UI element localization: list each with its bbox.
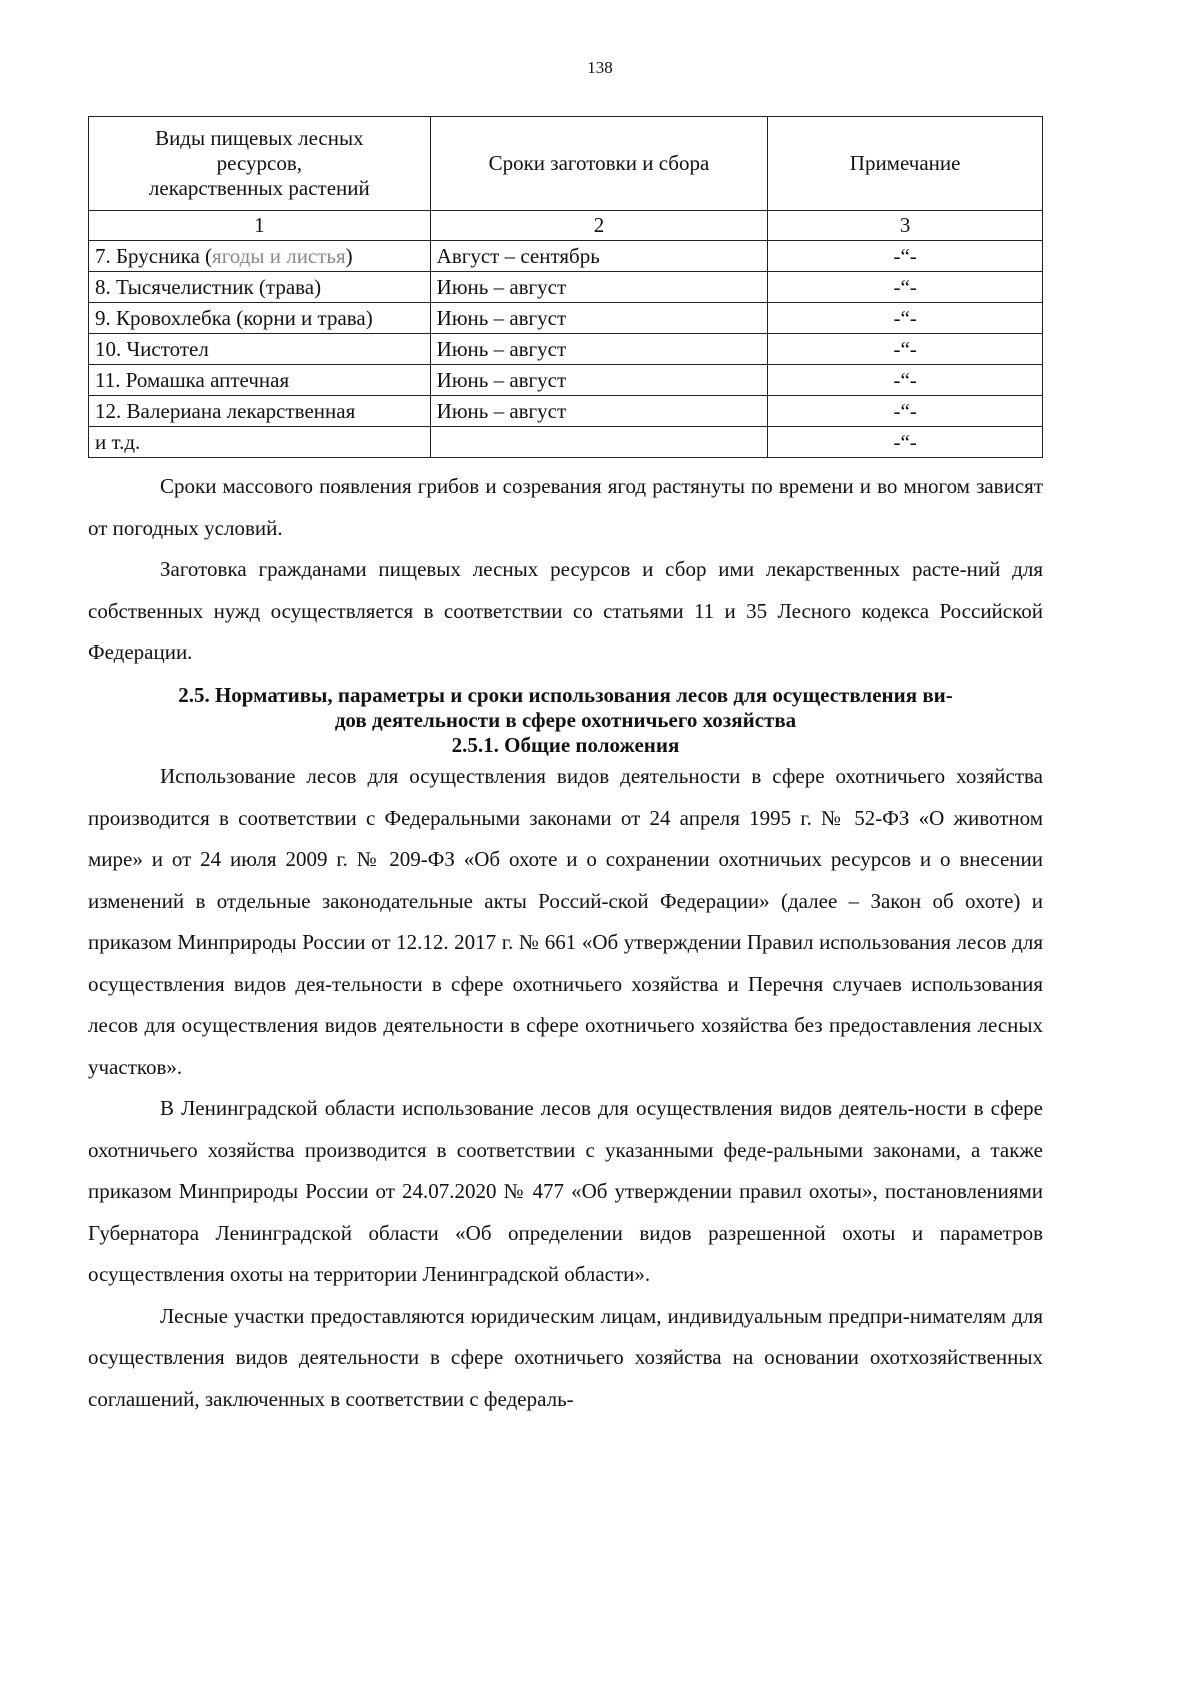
resource-name-end: ) bbox=[345, 243, 353, 268]
resource-name: 8. Тысячелистник (трава) bbox=[89, 272, 431, 303]
header-harvest-period: Сроки заготовки и сбора bbox=[430, 117, 768, 211]
header-line: Виды пищевых лесных bbox=[155, 126, 364, 150]
paragraph: Лесные участки предоставляются юридическим лицам, индивидуальным предпри-нимателям для осуществления видов деятельности в сфере охотничьего хозяйства на основании охотхозяйственных соглашений, заключенных в соответствии с федераль- bbox=[88, 1303, 1043, 1411]
harvest-period: Август – сентябрь bbox=[430, 241, 768, 272]
table-row bbox=[89, 241, 1043, 272]
harvest-period: Июнь – август bbox=[430, 365, 768, 396]
header-line: ресурсов, bbox=[216, 151, 303, 175]
note: -“- bbox=[768, 241, 1043, 272]
note: -“- bbox=[768, 427, 1043, 458]
page-number: 138 bbox=[587, 58, 613, 77]
paragraph: Использование лесов для осуществления видов деятельности в сфере охотничьего хозяйства производится в соответствии с Федеральными законами от 24 апреля 1995 г. № 52-ФЗ «О животном мире» и от 24 июля 2009 г. № 209-ФЗ «Об охоте и о сохранении охотничьих ресурсов и о внесении изменений в отдельные законодательные акты Россий-ской Федерации» (далее – Закон об охоте) и приказом Минприроды России от 12.12. 2017 г. № 661 «Об утверждении Правил использования лесов для осуществления видов дея-тельности в сфере охотничьего хозяйства и Перечня случаев использования лесов для осуществления видов деятельности в сфере охотничьего хозяйства без предоставления лесных участков». bbox=[88, 764, 1043, 1079]
resource-name: 12. Валериана лекарственная bbox=[89, 396, 431, 427]
note: -“- bbox=[768, 365, 1043, 396]
note: -“- bbox=[768, 272, 1043, 303]
paragraph: В Ленинградской области использование лесов для осуществления видов деятель-ности в сфере охотничьего хозяйства производится в соответствии с указанными феде-ральными законами, а также приказом Минприроды России от 24.07.2020 № 477 «Об утверждении правил охоты», постановлениями Губернатора Ленинградской области «Об определении видов разрешенной охоты и параметров осуществления охоты на территории Ленинградской области». bbox=[88, 1096, 1043, 1286]
column-number: 1 bbox=[89, 211, 431, 241]
table-row bbox=[89, 303, 1043, 334]
resource-name: 10. Чистотел bbox=[89, 334, 431, 365]
harvest-period bbox=[430, 427, 768, 458]
resource-name bbox=[89, 241, 431, 272]
harvest-period: Июнь – август bbox=[430, 334, 768, 365]
body-text-bottom bbox=[88, 756, 1043, 1420]
table-row bbox=[89, 272, 1043, 303]
paragraph: Сроки массового появления грибов и созревания ягод растянуты по времени и во многом зависят от погодных условий. bbox=[88, 474, 1043, 540]
resource-name: 11. Ромашка аптечная bbox=[89, 365, 431, 396]
column-number: 3 bbox=[768, 211, 1043, 241]
resource-name: и т.д. bbox=[89, 427, 431, 458]
table-column-numbers-row bbox=[89, 211, 1043, 241]
header-line: лекарственных растений bbox=[148, 176, 370, 200]
header-note: Примечание bbox=[768, 117, 1043, 211]
resource-name-faded: ягоды и листья bbox=[212, 243, 346, 268]
header-resource-type bbox=[89, 117, 431, 211]
table-row bbox=[89, 365, 1043, 396]
column-number: 2 bbox=[430, 211, 768, 241]
harvest-period: Июнь – август bbox=[430, 396, 768, 427]
resource-name-main: 7. Брусника ( bbox=[95, 243, 213, 268]
section-heading-line: дов деятельности в сфере охотничьего хозяйства bbox=[334, 708, 797, 732]
table-row bbox=[89, 334, 1043, 365]
harvest-period: Июнь – август bbox=[430, 272, 768, 303]
resource-name: 9. Кровохлебка (корни и трава) bbox=[89, 303, 431, 334]
paragraph: Заготовка гражданами пищевых лесных ресурсов и сбор ими лекарственных расте-ний для собственных нужд осуществляется в соответствии со статьями 11 и 35 Лесного кодекса Российской Федерации. bbox=[88, 557, 1043, 664]
note: -“- bbox=[768, 303, 1043, 334]
body-text-top bbox=[88, 466, 1043, 674]
table-row bbox=[89, 427, 1043, 458]
section-heading-line: 2.5. Нормативы, параметры и сроки использования лесов для осуществления ви- bbox=[178, 683, 953, 707]
section-heading bbox=[88, 683, 1043, 758]
harvest-periods-table bbox=[88, 116, 1043, 458]
table-row bbox=[89, 396, 1043, 427]
subsection-heading: 2.5.1. Общие положения bbox=[451, 733, 680, 757]
note: -“- bbox=[768, 396, 1043, 427]
note: -“- bbox=[768, 334, 1043, 365]
harvest-period: Июнь – август bbox=[430, 303, 768, 334]
table-header-row bbox=[89, 117, 1043, 211]
